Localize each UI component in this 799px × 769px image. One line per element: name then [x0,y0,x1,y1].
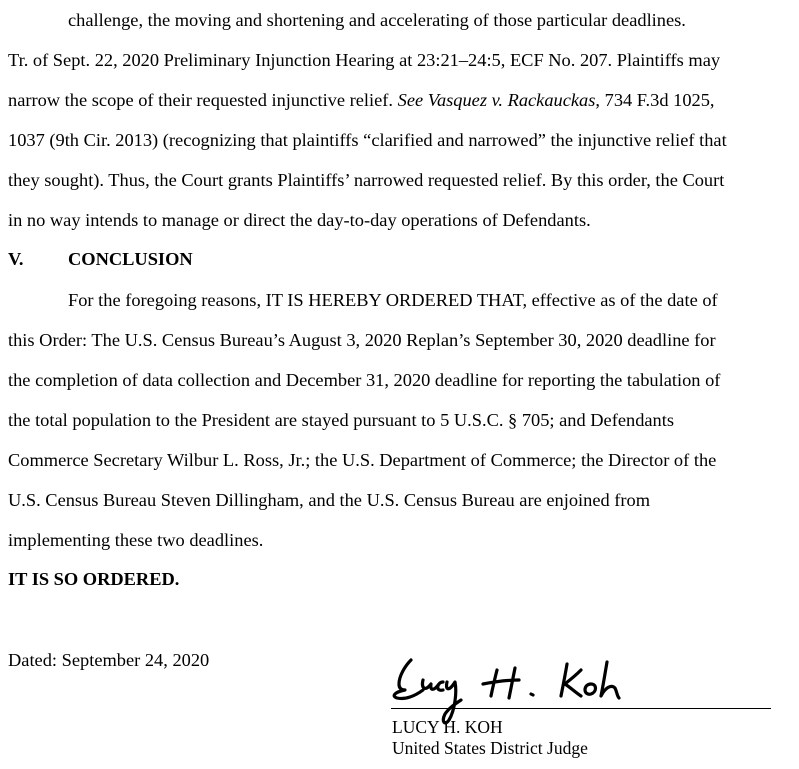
conclusion-line-5: Commerce Secretary Wilbur L. Ross, Jr.; the U.S. Department of Commerce; the Director of the [8,450,717,470]
body-line-3-cite: , 734 F.3d 1025, [595,90,715,110]
signature-stroke-k [561,664,581,696]
section-number: V. [8,249,24,269]
body-line-3-text: narrow the scope of their requested injunctive relief. [8,90,398,110]
body-line-3 [8,89,715,111]
body-line-6: in no way intends to manage or direct the day-to-day operations of Defendants. [8,210,591,230]
section-heading: CONCLUSION [68,249,193,269]
body-line-1: challenge, the moving and shortening and accelerating of those particular deadlines. [68,10,686,30]
conclusion-line-2: this Order: The U.S. Census Bureau’s August 3, 2020 Replan’s September 30, 2020 deadline for [8,330,716,350]
signature-stroke-dot [531,694,533,695]
signature-stroke-h [483,668,519,698]
conclusion-line-1: For the foregoing reasons, IT IS HEREBY ORDERED THAT, effective as of the date of [68,290,718,310]
judge-title: United States District Judge [392,738,588,758]
conclusion-line-6: U.S. Census Bureau Steven Dillingham, and the U.S. Census Bureau are enjoined from [8,490,651,510]
signature-stroke-l [394,660,423,699]
dated-line: Dated: September 24, 2020 [8,650,210,670]
body-line-2: Tr. of Sept. 22, 2020 Preliminary Injunction Hearing at 23:21–24:5, ECF No. 207. Plaintiffs may [8,50,721,70]
conclusion-line-4: the total population to the President are stayed pursuant to 5 U.S.C. § 705; and Defendants [8,410,675,430]
body-line-5: they sought). Thus, the Court grants Plaintiffs’ narrowed requested relief. By this order, the Court [8,170,725,190]
conclusion-line-3: the completion of data collection and December 31, 2020 deadline for reporting the tabulation of [8,370,721,390]
judge-name: LUCY H. KOH [392,717,503,737]
so-ordered: IT IS SO ORDERED. [8,569,180,589]
signature-stroke-oh [585,662,619,698]
conclusion-line-7: implementing these two deadlines. [8,530,264,550]
signature-line [391,708,771,709]
case-citation: See Vasquez v. Rackauckas [397,90,596,110]
body-line-4: 1037 (9th Cir. 2013) (recognizing that plaintiffs “clarified and narrowed” the injunctive relief that [8,130,727,150]
